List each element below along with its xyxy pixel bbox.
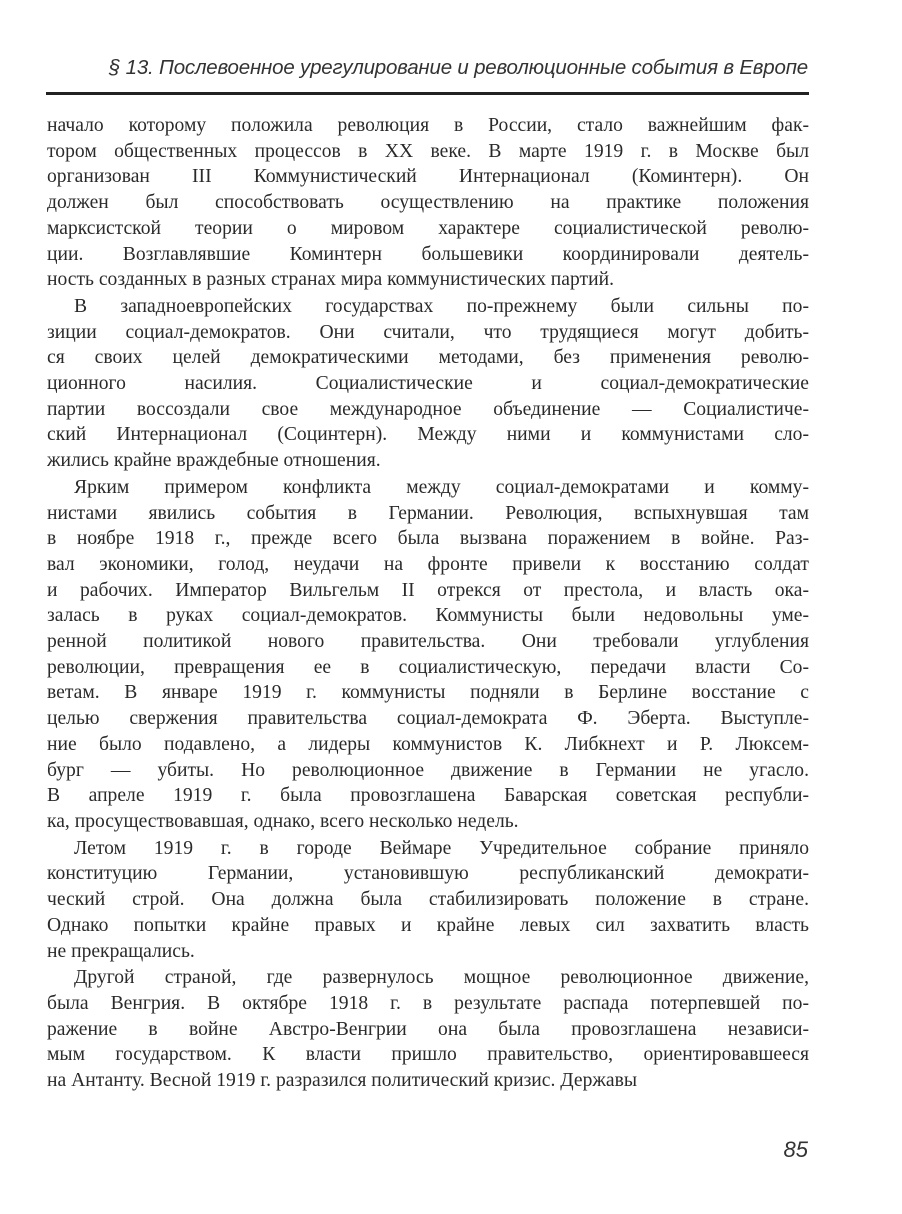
text-line: ветам. В январе 1919 г. коммунисты подняли в Берлине восстание с [47,682,809,704]
text-line: конституцию Германии, установившую республиканский демократи- [47,863,809,885]
text-line: на Антанту. Весной 1919 г. разразился политический кризис. Державы [47,1070,638,1092]
text-line: революции, превращения ее в социалистическую, передачи власти Со- [47,656,809,678]
text-line: нистами явились события в Германии. Революция, вспыхнувшая там [47,502,809,524]
text-line: бург — убиты. Но революционное движение в Германии не угасло. [47,759,809,781]
text-line: В западноевропейских государствах по-прежнему были сильны по- [74,295,809,317]
text-line: ка, просуществовавшая, однако, всего несколько недель. [47,810,519,832]
text-line: зиции социал-демократов. Они считали, что трудящиеся могут добить- [47,321,809,343]
running-header: § 13. Послевоенное урегулирование и революционные события в Европе [108,56,808,79]
text-line: мым государством. К власти пришло правительство, ориентировавшееся [47,1044,809,1066]
text-line: тором общественных процессов в XX веке. В марте 1919 г. в Москве был [47,140,809,162]
text-line: Ярким примером конфликта между социал-демократами и комму- [74,476,809,498]
text-line: ческий строй. Она должна была стабилизировать положение в стране. [47,889,809,911]
text-line: вал экономики, голод, неудачи на фронте привели к восстанию солдат [47,553,809,575]
text-line: и рабочих. Император Вильгельм II отрекся от престола, и власть ока- [47,579,809,601]
page-body [47,113,809,1095]
text-line: Однако попытки крайне правых и крайне левых сил захватить власть [47,914,809,936]
text-line: ский Интернационал (Социнтерн). Между ними и коммунистами сло- [47,424,809,446]
text-line: должен был способствовать осуществлению на практике положения [47,192,809,214]
paragraph [47,113,809,293]
text-line: не прекращались. [47,940,195,962]
paragraph [47,836,809,965]
paragraph [47,294,809,474]
text-line: жились крайне враждебные отношения. [47,450,381,472]
text-line: ность созданных в разных странах мира коммунистических партий. [47,269,614,291]
text-line: Другой страной, где развернулось мощное революционное движение, [74,967,809,989]
text-line: в ноябре 1918 г., прежде всего была вызвана поражением в войне. Раз- [47,528,809,550]
text-line: была Венгрия. В октябре 1918 г. в результате распада потерпевшей по- [47,992,809,1014]
text-line: ренной политикой нового правительства. Они требовали углубления [47,631,809,653]
text-line: залась в руках социал-демократов. Коммунисты были недовольны уме- [47,605,809,627]
text-line: ражение в войне Австро-Венгрии она была провозглашена независи- [47,1018,809,1040]
text-line: организован III Коммунистический Интернационал (Коминтерн). Он [47,166,809,188]
page-number: 85 [783,1137,808,1162]
text-line: ции. Возглавлявшие Коминтерн большевики координировали деятель- [47,243,809,265]
text-line: ся своих целей демократическими методами, без применения револю- [47,347,809,369]
text-line: целью свержения правительства социал-демократа Ф. Эберта. Выступле- [47,708,809,730]
text-line: В апреле 1919 г. была провозглашена Баварская советская республи- [47,785,809,807]
text-line: партии воссоздали свое международное объединение — Социалистиче- [47,398,809,420]
text-line: Летом 1919 г. в городе Веймаре Учредительное собрание приняло [74,837,809,859]
text-line: марксистской теории о мировом характере социалистической револю- [47,217,809,239]
paragraph [47,475,809,835]
text-line: ционного насилия. Социалистические и социал-демократические [47,373,809,395]
header-rule [46,92,809,95]
paragraph [47,965,809,1094]
text-line: ние было подавлено, а лидеры коммунистов К. Либкнехт и Р. Люксем- [47,733,809,755]
text-line: начало которому положила революция в России, стало важнейшим фак- [47,115,809,136]
